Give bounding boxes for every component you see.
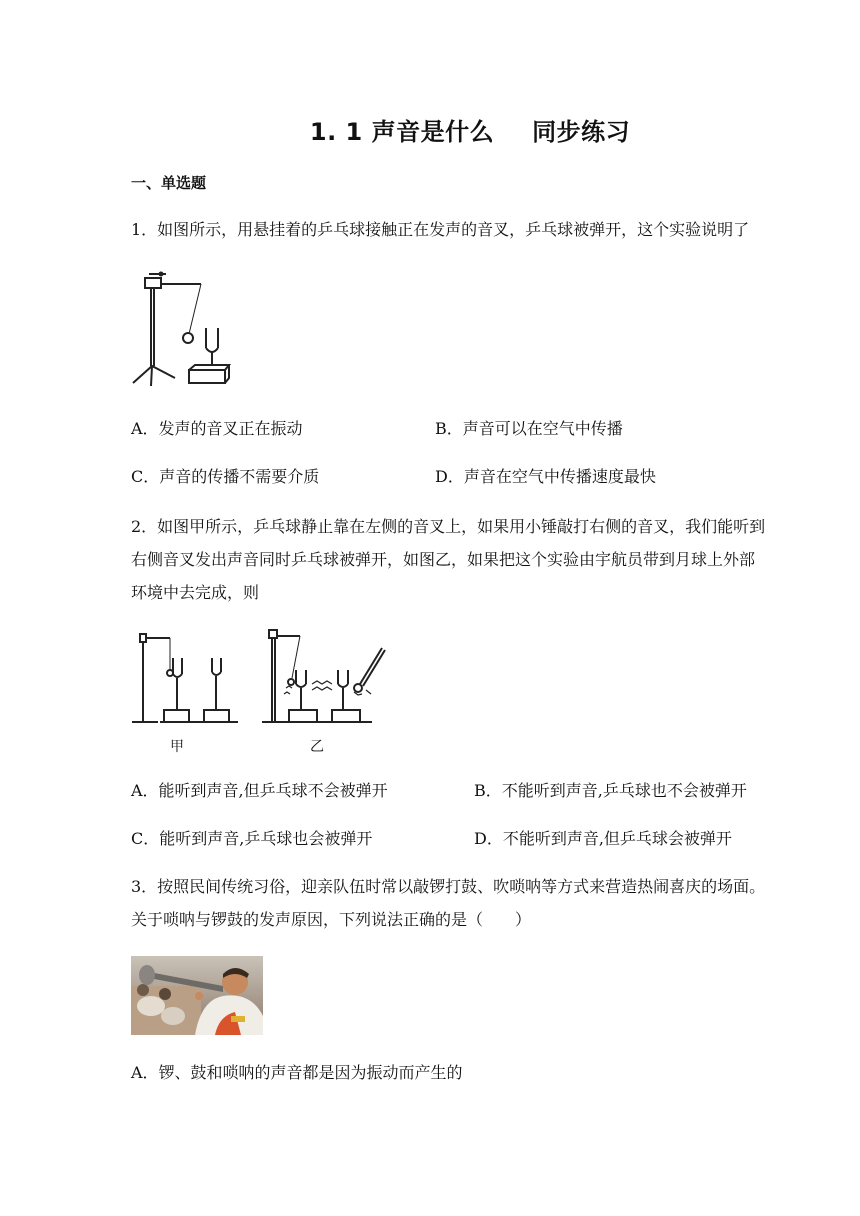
question-2-stem-line-2: 右侧音叉发出声音同时乒乓球被弹开，如图乙，如果把这个实验由宇航员带到月球上外部 <box>131 550 756 569</box>
q3-option-a: A．锣、鼓和唢呐的声音都是因为振动而产生的 <box>131 1063 463 1082</box>
question-2-stem-line-3: 环境中去完成，则 <box>131 583 260 602</box>
q2-option-d: D．不能听到声音,但乒乓球会被弹开 <box>474 829 732 848</box>
q2-option-b: B．不能听到声音,乒乓球也不会被弹开 <box>474 781 747 800</box>
question-3-stem-line-1: 3．按照民间传统习俗，迎亲队伍时常以敲锣打鼓、吹唢呐等方式来营造热闹喜庆的场面。 <box>131 877 766 896</box>
question-2-stem-line-1: 2．如图甲所示，乒乓球静止靠在左侧的音叉上，如果用小锤敲打右侧的音叉，我们能听到 <box>131 517 766 536</box>
q1-option-b: B．声音可以在空气中传播 <box>435 419 623 438</box>
figure-caption-left: 甲 <box>170 739 184 755</box>
question-3-photo <box>131 956 263 1035</box>
question-2-figure-right <box>262 628 392 755</box>
question-1-figure <box>131 266 231 391</box>
q2-option-a: A．能听到声音,但乒乓球不会被弹开 <box>131 781 388 800</box>
question-1-stem: 1．如图所示，用悬挂着的乒乓球接触正在发声的音叉，乒乓球被弹开，这个实验说明了 <box>131 220 750 239</box>
question-3-stem-line-2: 关于唢呐与锣鼓的发声原因，下列说法正确的是（ ） <box>131 910 532 929</box>
figure-caption-right: 乙 <box>310 739 324 755</box>
section-heading: 一、单选题 <box>131 174 207 192</box>
q1-option-a: A．发声的音叉正在振动 <box>131 419 303 438</box>
question-2-figure-left <box>130 628 240 755</box>
title-main: 1. 1 声音是什么 <box>309 118 495 146</box>
q1-option-c: C．声音的传播不需要介质 <box>131 467 320 486</box>
page-title <box>0 112 860 147</box>
q2-option-c: C．能听到声音,乒乓球也会被弹开 <box>131 829 373 848</box>
title-sub: 同步练习 <box>532 118 631 146</box>
q1-option-d: D．声音在空气中传播速度最快 <box>435 467 656 486</box>
